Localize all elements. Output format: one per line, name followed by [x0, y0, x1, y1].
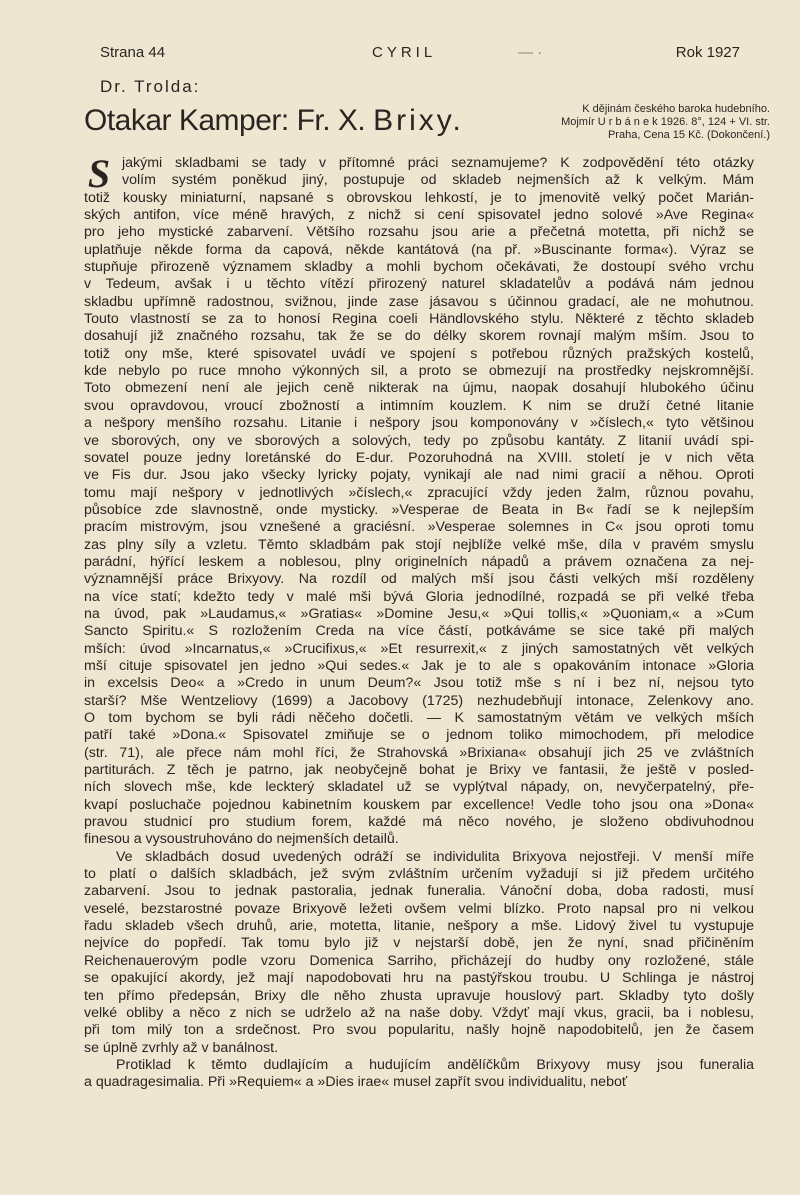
text-line: in excelsis Deo« a »Credo in unum Deum?« Jsou totiž mše s ní i bez ní, nejsou tyto	[84, 675, 754, 692]
text-line: veselé, bezstarostné povaze Brixyově ležeti ovšem velmi blízko. Proto napsal pro ni velkou	[84, 900, 754, 917]
text-line: Protiklad k těmto dudlajícím a hudujícím andělíčkům Brixyovy musy jsou funeralia	[116, 1056, 754, 1073]
text-line: finesou a vysoustruhováno do nejmenších detailů.	[84, 831, 399, 848]
text-line: sovatel pouze jedny loretánské do E-dur. Pozoruhodná na XVIII. století je v nich věta	[84, 449, 754, 466]
text-line: mších: úvod »Incarnatus,« »Crucifixus,« »Et resurrexit,« z jiných samostatných vět velkých	[84, 640, 754, 657]
text-line: Sancto Spiritu.« S rozložením Creda na více částí, potkáváme se sice také při malých	[84, 623, 754, 640]
bib-line: Praha, Cena 15 Kč. (Dokončení.)	[607, 129, 770, 141]
text-line: v Tedeum, avšak i u těchto vítězí přirozený naturel skladatelův a podává nám jednou	[84, 276, 754, 293]
text-line: pracím mistrovým, jsou vznešené a graciésní. »Vesperae solemnes in C« jsou oproti tomu	[84, 519, 754, 536]
bib-line: K dějinám českého baroka hudebního.	[582, 103, 770, 115]
text-line: pro jeho mystické zabarvení. Většího rozsahu jsou arie a přečetná motetta, při nichž se	[84, 224, 754, 241]
title-name: Brixy.	[373, 104, 464, 137]
page-number: Strana 44	[100, 44, 166, 61]
text-line: na více statí; kdežto tedy v malé mši bývá Gloria jednodílné, rozpadá se při velké třeba	[84, 588, 754, 605]
text-line: a nešpory menšího rozsahu. Litanie i nešpory jsou komponovány v »číslech,« tyto většinou	[84, 415, 754, 432]
text-line: totiž kousky miniaturní, napsané s obrovskou lehkostí, je to jmenovitě velký počet Marián-	[84, 189, 754, 206]
author-name: Dr. Trolda:	[100, 77, 201, 96]
bibliography-note	[470, 103, 770, 142]
text-line: a quadragesimalia. Při »Requiem« a »Dies irae« musel zapřít svou individualitu, neboť	[84, 1074, 628, 1091]
text-line: se úplně zvrhly až v banálnost.	[84, 1039, 279, 1056]
text-line: (str. 71), ale přece nám mohl říci, že Strahovská »Brixiana« obsahují jich 25 ve zvláštních	[84, 744, 754, 761]
text-line: pravou studnicí pro studium forem, každé má něco nového, je složeno obdivuhodnou	[84, 814, 754, 831]
paragraph	[84, 151, 754, 849]
text-line: ten přímo předepsán, Brixy dle něho zhusta upravuje houslový part. Skladby tyto došly	[84, 987, 754, 1004]
text-line: Ve skladbách dosud uvedených odráží se individulita Brixyova nejostřeji. V menší míře	[116, 848, 754, 865]
text-line: ských antifon, více méně hravých, z nichž si cení spisovatel jedno solové »Ave Regina«	[84, 207, 754, 224]
text-line: patří také »Dona.« Spisovatel zmiňuje se o jednom toliko mimochodem, při melodice	[84, 727, 754, 744]
text-line: partiturách. Z těch je patrno, jak neobyčejně bohat je Brixy ve fantasii, že ještě v posled-	[84, 762, 754, 779]
text-line: působíce zde slavnostně, onde mysticky. »Vesperae de Beata in B« řadí se k nejlepším	[84, 501, 754, 518]
text-line: stupňuje přirozeně významem skladby a mohli bychom očekávati, že dostoupí svého vrchu	[84, 259, 754, 276]
text-line: volím systém poněkud jiný, postupuje od skladeb nejmenších až k velkým. Mám	[122, 172, 754, 189]
text-line: Touto vlastností se za to honosí Regina coeli Händlovského stylu. Některé z těchto skladeb	[84, 311, 754, 328]
text-line: na úvod, pak »Laudamus,« »Gratias« »Domine Jesu,« »Qui tollis,« »Quoniam,« a »Cum	[84, 605, 754, 622]
text-line: ních slovech mše, kde leckterý skladatel už se vyplýtval nápady, on, nevyčerpatelný, pře-	[84, 779, 754, 796]
text-line: O tom bychom se byli rádi něčeho dočetli. — K samostatným větám ve velkých mších	[84, 710, 754, 726]
paragraph	[84, 1057, 754, 1092]
text-line: nejvíce do popředí. Tak tomu bylo již v nejstarší době, jen že nyní, snad přičiněním	[84, 935, 754, 952]
journal-name: CYRIL	[372, 44, 437, 61]
text-line: významnější práce Brixyovy. Na rozdíl od malých mší jsou části velkých mší rozděleny	[84, 571, 754, 588]
text-line: tomu mají nešpory v jednotlivých »číslech,« zpracující vždy jeden žalm, různou povahu,	[84, 484, 754, 501]
text-line: řadu skladeb všech druhů, arie, motetta, litanie, nešpory a mše. Lidový živel tu vystupuje	[84, 918, 754, 935]
header-dash: — ·	[518, 44, 543, 61]
article-body	[84, 151, 754, 1092]
text-line: uplatňuje někde forma da capová, někde kantátová (na př. »Buscinante forma«). Výraz se	[84, 241, 754, 258]
text-line: ve Fis dur. Jsou jako všecky lyricky pojaty, vynikají ale nad nimi gracií a něhou. Oproti	[84, 467, 754, 484]
title-main: Otakar Kamper: Fr. X.	[84, 104, 374, 137]
text-line: starší? Mše Wentzeliovy (1699) a Jacobovy (1725) nezhudebňují intonace, Zelenkovy ano.	[84, 692, 754, 709]
text-line: jakými skladbami se tady v přítomné práci seznamujeme? K zodpovědění této otázky	[122, 155, 754, 171]
text-line: kvapí posluchače pojednou kabinetním kouskem par excellence! Vedle toho jsou ona »Dona«	[84, 796, 754, 813]
article-title	[84, 104, 464, 138]
text-line: zas plny síly a vzletu. Těmto skladbám pak stojí nejblíže velké mše, díla v pravém smyslu	[84, 536, 754, 553]
text-line: skladbu upřímně radostnou, svižnou, jinde zase jásavou s účinnou gradací, ale ne mohutnou.	[84, 293, 754, 310]
text-line: ve sborových, ony ve sborových a solových, tedy po způsobu kantáty. Z litanií uvádí spi-	[84, 432, 754, 449]
text-line: totiž ony mše, které spisovatel uvádí ve spojení s potřebou různých pražských kostelů,	[84, 345, 754, 362]
text-line: se opakující akordy, jež mají napodobovati hru na pastýřskou troubu. U Schlinga je nástroj	[84, 970, 754, 987]
text-line: velké obliby a něco z nich se udrželo až na naše doby. Vždyť mají vkus, gracii, ba i noblesu,	[84, 1004, 754, 1021]
paragraph	[84, 849, 754, 1057]
drop-cap: S	[87, 151, 111, 196]
text-line: svou opravdovou, vroucí zbožností a intimním kouzlem. K nim se druží četné litanie	[84, 397, 754, 414]
text-line: to platí o dalších skladbách, jež svým zvláštním určením vyžadují si již předem určitého	[84, 866, 754, 883]
running-header	[100, 44, 740, 64]
year-label: Rok 1927	[675, 44, 740, 61]
text-line: parádní, hýřící leskem a noblesou, plny originelních nápadů a právem označena za nej-	[84, 553, 754, 570]
text-line: Toto obmezení není ale jejich ceně nikterak na újmu, naopak dosahují hlubokého účinu	[84, 380, 754, 397]
text-line: dosahují již značného rozsahu, tak že se do délky skorem rovnají malým mším. Jsou to	[84, 328, 754, 345]
text-line: mší cituje spisovatel jen jedno »Qui sedes.« Jak je to ale s opakováním intonace »Gloria	[84, 657, 754, 674]
text-line: při tom milý ton a srdečnost. Pro svou popularitu, našly hojně napodobitelů, jen že časem	[84, 1022, 754, 1039]
text-line: zabarvení. Jsou to jednak pastoralia, jednak funeralia. Vánoční doba, doba radosti, musí	[84, 883, 754, 900]
text-line: kde nebylo po ruce mnoho výkonných sil, a proto se obmezují na prostředky nejskromnější.	[84, 363, 754, 380]
bib-line: Mojmír U r b á n e k 1926. 8°, 124 + VI. str.	[561, 116, 770, 128]
text-line: Reichenauerovým podle vzoru Domenica Sarriho, přicházejí do hudby ony rozložené, stále	[84, 952, 754, 969]
